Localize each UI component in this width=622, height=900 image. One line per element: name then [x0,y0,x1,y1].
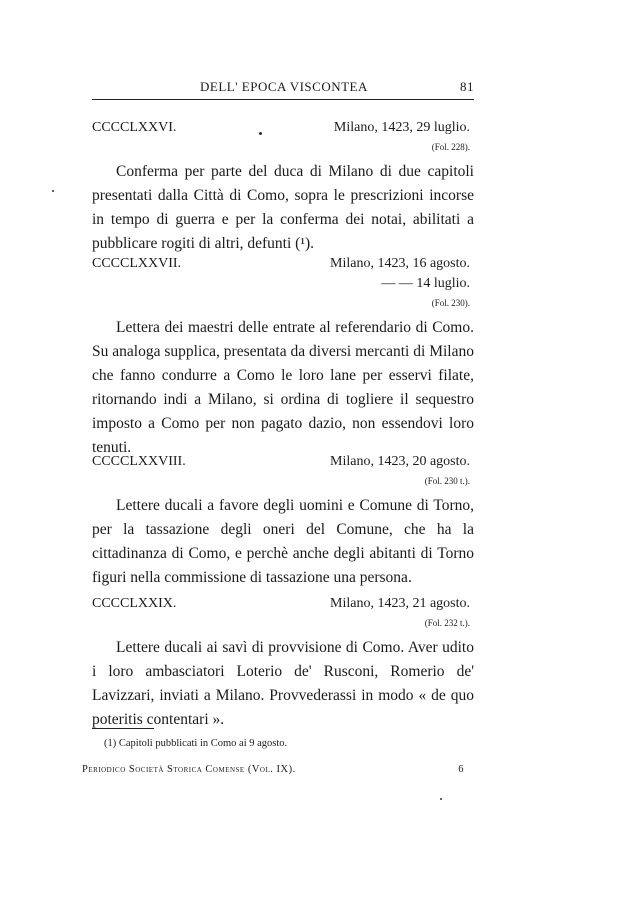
entry-number: CCCCLXXIX. [92,596,177,611]
entry-folio: (Fol. 232 t.). [424,618,470,628]
running-header [92,79,474,101]
ink-speck [52,190,54,192]
entry-text: Lettere ducali ai savì di provvisione di Como. Aver udito i loro ambasciatori Loterio de' Rusconi, Romerio de' Lavizzari, inviati a Milano. Provvederassi in modo « de quo poteritis contentari ». [92,639,474,728]
footnote-rule [92,728,154,729]
signature-mark: 6 [458,764,464,775]
entry-place-date: Milano, 1423, 21 agosto. [330,596,470,611]
ink-speck [440,798,442,800]
entry-folio: (Fol. 230). [431,298,470,308]
page-number: 81 [460,79,474,94]
header-rule [92,99,474,100]
footnote: (1) Capitoli pubblicati in Como ai 9 agosto. [104,738,288,749]
periodical-title: Periodico Società Storica Comense (Vol. IX). [82,764,296,775]
entry-place-date: Milano, 1423, 16 agosto. [330,256,470,271]
entry-number: CCCCLXXVII. [92,256,182,271]
entry-478 [92,454,474,590]
ink-speck [259,132,262,135]
entry-number: CCCCLXXVI. [92,120,177,135]
entry-476 [92,120,474,256]
entry-text: Lettera dei maestri delle entrate al referendario di Como. Su analoga supplica, presentata da diversi mercanti di Milano che fanno condurre a Como le loro lane per esservi filate, ritornando indi a Milano, si ordina di togliere il sequestro imposto a Como per non pagato dazio, non essendovi loro tenuti. [92,319,474,456]
entry-folio: (Fol. 230 t.). [424,476,470,486]
entry-479 [92,596,474,732]
entry-folio: (Fol. 228). [431,142,470,152]
entry-number: CCCCLXXVIII. [92,454,186,469]
page-footer [82,764,464,775]
entry-text: Lettere ducali a favore degli uomini e Comune di Torno, per la tassazione degli oneri del Comune, che ha la cittadinanza di Como, e perchè anche degli abitanti di Torno figuri nella commissione di tassazione una persona. [92,497,474,586]
running-title: DELL' EPOCA VISCONTEA [200,79,368,94]
entry-place-date-secondary: — — 14 luglio. [381,276,470,291]
entry-text: Conferma per parte del duca di Milano di due capitoli presentati dalla Città di Como, sopra le prescrizioni incorse in tempo di guerra e per la conferma dei notai, abilitati a pubblicare rogiti di altri, defunti (¹). [92,163,474,252]
entry-place-date: Milano, 1423, 29 luglio. [333,120,470,135]
entry-place-date: Milano, 1423, 20 agosto. [330,454,470,469]
entry-477 [92,256,474,460]
